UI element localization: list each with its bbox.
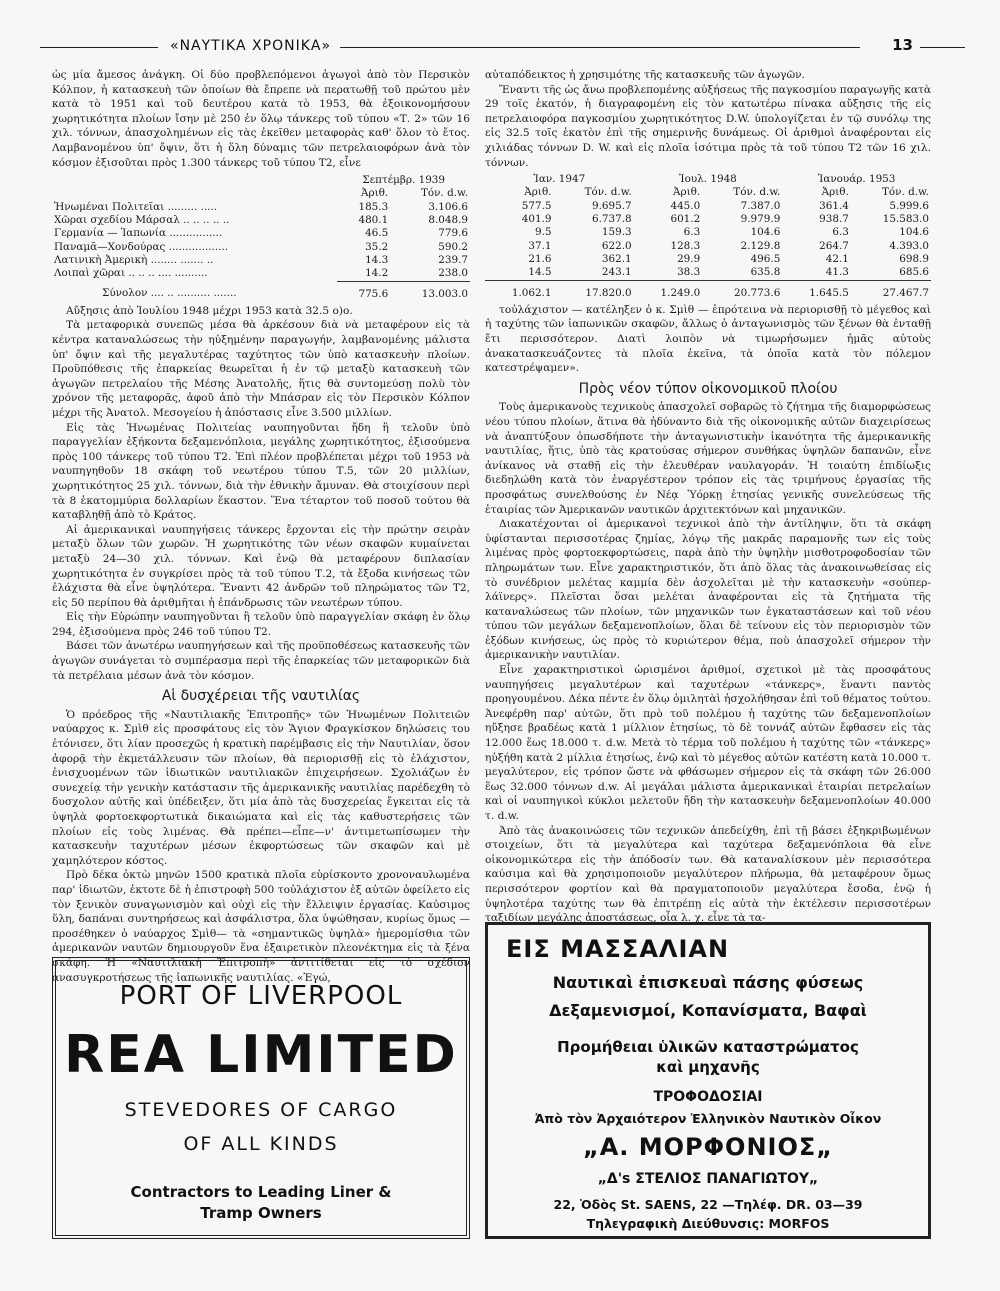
ad-service-line: Δεξαμενισμοί, Κοπανίσματα, Βαφαὶ xyxy=(549,1001,867,1020)
table-cell: 5.999.6 xyxy=(889,199,929,212)
table-date-header: Ἰουλ. 1948 xyxy=(679,173,737,186)
table-cell: 37.1 xyxy=(528,239,552,252)
table-cell: 2.129.8 xyxy=(740,239,781,252)
table-cell: 17.820.0 xyxy=(585,286,632,299)
paragraph: Ὁ πρόεδρος τῆς «Ναυτιλιακῆς Ἐπιτροπῆς» τῶν Ἡνωμένων Πολιτειῶν ναύαρχος κ. Σμὶθ εἰς προσφάτους εἰς τὸν Ἅγιον Φραγκίσκον δηλώσεις του ἐτόνισεν, ὅτι λίαν προσεχῶς ἡ κρατικὴ παρέμβασις εἰς τὴν Ναυτιλίαν, ὅσον ἀφορᾷ τὴν ἐκμετάλλευσιν τῶν πλοίων, θὰ περιορισθῇ εἰς τὸ ἐλάχιστον, ἐνισχυομένων τῶν ἰδιωτικῶν ναυτιλιακῶν ἐπιχειρήσεων. Σχολιάζων ἐν συνεχείᾳ τὴν γενικὴν κατάστασιν τῆς ἀμερικανικῆς ναυτιλίας παρέδεχθη τὸ δυσχολον αὐτῆς καὶ ὑπέδειξεν, ὅτι μία ἀπὸ τὰς δυσχερείας ἔγκειται εἰς τὰ ὑψηλὰ φορτοεκφορτωτικὰ δικαιώματα καὶ εἰς τὰς καθυστερήσεις τῶν πλοίων εἰς τοὺς λιμένας. Θὰ πρέπει—εἶπε—ν' ἀντιμετωπίσωμεν τὴν κατασκευὴν ταχυτέρων μέσων ἐκφορτώσεως τῶν σκαφῶν καὶ μὲ χαμηλότερον κόστος. xyxy=(52,708,470,867)
table-cell: 46.5 xyxy=(365,227,389,240)
table-row xyxy=(52,254,470,267)
publication-title: «ΝΑΥΤΙΚΑ ΧΡΟΝΙΚΑ» xyxy=(170,38,332,54)
ad-tagline: Contractors to Leading Liner & xyxy=(130,1183,392,1201)
table-cell: 445.0 xyxy=(670,199,701,212)
table-cell: 6.3 xyxy=(683,226,701,239)
ad-telegraph-address: Τηλεγραφικὴ Διεύθυνσις: MORFOS xyxy=(586,1216,830,1231)
table-row xyxy=(52,267,470,281)
table-cell: 775.6 xyxy=(358,287,389,300)
table-cell: 601.2 xyxy=(670,213,701,226)
table-col-header: Τόν. d.w. xyxy=(584,186,632,199)
table-cell: 41.3 xyxy=(782,266,851,280)
ad-service-line: ΤΡΟΦΟΔΟΣΙΑΙ xyxy=(653,1089,763,1105)
table-date-header: Σεπτέμβρ. 1939 xyxy=(362,174,446,187)
table-col-header: Ἀριθ. xyxy=(360,187,389,200)
table-cell: 15.583.0 xyxy=(882,213,929,226)
left-intro-paragraph: ὡς μία ἄμεσος ἀνάγκη. Οἱ δύο προβλεπόμενοι ἀγωγοὶ ἀπὸ τὸν Περσικὸν Κόλπον, ἡ κατασκευὴ τῶν ὁποίων θὰ ἔπρεπε νὰ περατωθῇ τοῦ πρώτου μὲν κατὰ τὸ 1951 καὶ τοῦ δευτέρου κατὰ τὸ 1953, θὰ ἐξοικονομήσουν χωρητικότητα πλοίων ἴσην μὲ 250 ἐν ὅλῳ τάνκερς τοῦ τύπου «Τ. 2» τῶν 16 χιλ. τόννων, ἀπασχολημένων εἰς τὰς ἐκεῖθεν μεταφορὰς καθ' ὅλον τὸ ἔτος. Λαμβανομένου ὑπ' ὄψιν, ὅτι ἡ ὅλη δύναμις τῶν πετρελαιοφόρων ἀνὰ τὸν κόσμον ἐξισοῦται πρὸς 1.300 τάνκερς τοῦ τύπου Τ2, εἶνε xyxy=(52,69,470,169)
table-row-label: Λοιπαὶ χῶραι .. .. .. .... .......... xyxy=(54,267,208,280)
ad-address: 22, Ὁδὸς St. SAENS, 22 —Τηλέφ. DR. 03—39 xyxy=(553,1197,863,1212)
table-total-label: Σύνολον .... .. .......... ....... xyxy=(102,287,237,300)
paragraph: Εἰς τὰς Ἡνωμένας Πολιτείας ναυπηγοῦνται ἤδη ἢ τελοῦν ὑπὸ παραγγελίαν ἑξήκοντα δεξαμενόπλοια, μεγάλης χωρητικότητος, ἐξισούμενα πρὸς 100 τάνκερς τοῦ τύπου Τ2. Ἐπὶ πλέον προβλέπεται μέχρι τοῦ 1953 νὰ ναυπηγηθοῦν 18 σκάφη τοῦ νεωτέρου τύπου Τ.5, τῶν 20 μιλλίων, χωρητικότητος 25 χιλ. τόννων, διὰ τὴν ἐθνικὴν ἄμυναν. Θὰ στοιχίσουν περὶ τὰ 8 ἑκατομμύρια δολλαρίων ἕκαστον. Ἕνα τέταρτον τοῦ ποσοῦ τούτου θὰ καταβληθῇ ἀπὸ τὸ Κράτος. xyxy=(52,421,470,522)
liverpool-advertisement xyxy=(52,957,470,1239)
table-cell: 779.6 xyxy=(438,227,468,240)
table-row-label: Παναμᾶ—Χονδούρας .................. xyxy=(54,240,229,253)
table-row xyxy=(485,266,931,280)
table-cell: 29.9 xyxy=(677,252,701,265)
table-header-row xyxy=(52,187,470,200)
table-cell: 9.695.7 xyxy=(591,199,632,212)
table-cell: 685.6 xyxy=(851,266,931,280)
paragraph: Τὰ μεταφορικὰ συνεπῶς μέσα θὰ ἀρκέσουν διὰ νὰ μεταφέρουν εἰς τὰ κέντρα καταναλώσεως τὴν ηὐξημένην παραγωγήν, λαμβανομένης μάλιστα ὑπ' ὄψιν καὶ τῆς μεγαλυτέρας ταχύτητος τῶν ὑπὸ κατασκευὴν πλοίων. Προϋπόθεσις τῆς ἐπαρκείας θεωρεῖται ἡ ἐν τῷ μεταξὺ κατασκευὴ τῶν ἀγωγῶν πετρελαίου τῆς Μέσης Ἀνατολῆς, ἥτις θὰ συντομεύσῃ πολὺ τὸν χρόνον τῆς μεταφορᾶς, ἀφοῦ ἀπὸ τὴν Μπάσραν εἰς τὸν Περσικὸν Κόλπον μέχρι τῆς Ἀνατολ. Μεσογείου ἡ ἀπόστασις εἶνε 3.500 μιλλίων. xyxy=(52,319,470,419)
table-cell: 21.6 xyxy=(528,252,552,265)
table-cell: 4.393.0 xyxy=(889,239,929,252)
table-cell: 38.3 xyxy=(634,266,703,280)
table-date-header: Ἰανουάρ. 1953 xyxy=(817,173,896,186)
table-cell: 104.6 xyxy=(750,226,781,239)
table-cell: 35.2 xyxy=(365,240,389,253)
table-row-label: Ἡνωμέναι Πολιτεῖαι ......... ..... xyxy=(54,200,218,213)
table-cell: 622.0 xyxy=(601,239,632,252)
table-cell: 3.106.6 xyxy=(428,200,468,213)
ad-headline: PORT OF LIVERPOOL xyxy=(119,981,403,1011)
table-cell: 14.5 xyxy=(485,266,554,280)
table-cell: 42.1 xyxy=(825,252,849,265)
table-col-header: Ἀριθ. xyxy=(672,186,701,199)
table-col-header: Τόν. d.w. xyxy=(420,187,468,200)
table-cell: 9.979.9 xyxy=(740,213,781,226)
table-row xyxy=(485,200,931,213)
table-total-row xyxy=(485,280,931,300)
right-intro-paragraph: αὐταπόδεικτος ἡ χρησιμότης τῆς κατασκευῆς τῶν ἀγωγῶν. xyxy=(485,69,805,81)
ad-tagline: Tramp Owners xyxy=(200,1204,322,1222)
table-cell: 480.1 xyxy=(358,214,389,227)
table-cell: 938.7 xyxy=(819,213,849,226)
section-heading: Πρὸς νέον τύπον οἰκονομικοῦ πλοίου xyxy=(578,380,838,397)
table-header-row xyxy=(485,186,931,199)
table-col-header: Ἀριθ. xyxy=(524,186,552,199)
marseille-advertisement xyxy=(485,922,931,1239)
paragraph: Πρὸ δέκα ὀκτὼ μηνῶν 1500 κρατικὰ πλοῖα εὑρίσκοντο χρονοναυλωμένα παρ' ἰδιωτῶν, ἐκτοτε δὲ ἡ ἐπιστροφὴ 500 τοὐλάχιστον ἐξ αὐτῶν ὀφείλετο εἰς τὸν ξενικὸν συναγωνισμὸν καὶ οὐχὶ εἰς τὴν ἔλλειψιν ἐργασίας. Καὐσιμος ὕλη, δαπάναι συντηρήσεως καὶ ἀσφάλιστρα, ὅλα ὑψώθησαν, κυρίως ὅμως —προσέθηκεν ὁ ναύαρχος Σμὶθ— τὰ «σημαντικῶς ὑψηλὰ» ἡμερομίσθια τῶν ἀμερικανῶν ναυτῶν δημιουργοῦν ἕνα ἐξαιρετικὸν πλεονέκτημα εἰς τὰ ξένα σκάφη. Ἡ «Ναυτιλιακὴ Ἐπιτροπὴ» ἀντιτίθεται εἰς τὸ σχέδιον ἀνασυγκροτήσεως τῆς ἰαπωνικῆς ναυτιλίας. «Ἐγώ, xyxy=(52,869,470,984)
table-cell: 104.6 xyxy=(899,226,929,239)
table-col-header: Τόν. d.w. xyxy=(881,186,929,199)
right-column xyxy=(485,68,931,926)
table-header-row xyxy=(485,173,931,186)
header-rule-right xyxy=(920,47,965,48)
paragraph: Τοὺς ἀμερικανοὺς τεχνικοὺς ἀπασχολεῖ σοβαρῶς τὸ ζήτημα τῆς διαμορφώσεως νέου τύπου πλοίων, ἅτινα θὰ ἠδύναντο διὰ τῆς οἰκονομικῆς αὐτῶν διαχειρίσεως νὰ ἀναπτύξουν ὁπωσδήποτε τὴν ἀνταγωνιστικὴν ἱκανότητα τῆς ἀμερικανικῆς ναυτιλίας, ἥτις, ὑπὸ τὰς κρατούσας σήμερον συνθήκας ὑψηλῶν δαπανῶν, εἶνε ἀνίκανος νὰ σταθῇ εἰς τὴν ἐλευθέραν ναυλαγοράν. Ἡ τοιαύτη ἐπιδίωξις διεδηλώθη κατὰ τὸν ἐναργέστερον τρόπον εἰς τὰς τριμήνους ἐργασίας τῆς προσφάτως συνελθούσης ἐν Νέᾳ Ὑόρκῃ ἐτησίας γενικῆς συνελεύσεως τῆς ἑταιρίας τῶν Ἀμερικανῶν ναυτικῶν ἀρχιτεκτόνων καὶ μηχανικῶν. xyxy=(485,401,931,516)
right-tonnage-table xyxy=(485,173,931,300)
table-cell: 14.3 xyxy=(365,253,389,266)
page-header xyxy=(40,38,965,58)
table-header-row xyxy=(52,174,470,187)
table-col-header: Ἀριθ. xyxy=(821,186,849,199)
table-cell: 1.249.0 xyxy=(660,286,701,299)
table-total-row xyxy=(52,281,470,301)
table-cell: 401.9 xyxy=(521,213,552,226)
table-row xyxy=(485,240,931,253)
table-cell: 6.3 xyxy=(832,226,849,239)
table-cell: 264.7 xyxy=(819,239,849,252)
ad-service-line: Ἀπὸ τὸν Ἀρχαιότερον Ἑλληνικὸν Ναυτικὸν Οἶκον xyxy=(534,1111,882,1126)
table-cell: 635.8 xyxy=(702,266,782,280)
paragraph: τοὐλάχιστον — κατέληξεν ὁ κ. Σμὶθ — ἐπρότεινα νὰ περιορισθῇ τὸ μέγεθος καὶ ἡ ταχύτης τῶν ἰαπωνικῶν σκαφῶν, ἄλλως ὁ ἀνταγωνισμὸς τῶν ξένων θὰ ἐνταθῇ ἔτι περισσότερον. Διατὶ λοιπὸν νὰ τιμωρήσωμεν ἡμᾶς αὐτοὺς ἀνακατασκευάζοντες τὰ πλοῖα ἐκεῖνα, τὰ ὁποῖα κατὰ τὸν πόλεμον κατεστρέψαμεν». xyxy=(485,303,931,375)
paragraph: Εἶνε χαρακτηριστικοὶ ὡρισμένοι ἀριθμοί, σχετικοὶ μὲ τὰς προσφάτους ναυπηγήσεις μεγαλυτέρων καὶ ταχυτέρων «τάνκερς», ἔναντι παντὸς προηγουμένου. Δέκα πέντε ἐν ὅλῳ ὁμιλητὰὶ ἠσχολήθησαν ἐπὶ τοῦ θέματος τούτου. Ἀνεφέρθη παρ' αὐτῶν, ὅτι πρὸ τοῦ πολέμου ἡ ταχύτης τῶν δεξαμενοπλοίων ηὔξησε βραδέως κατὰ 1 μίλλιον ἐτησίως, τὸ δὲ τοννάζ αὐτῶν ἔφθασεν εἰς τὰς 12.000 ἕως 18.000 τ. d.w. Μετὰ τὸ τέρμα τοῦ πολέμου ἡ ταχύτης τῶν «τάνκερς» ηὐξήθη κατὰ 2 μίλλια ἐτησίως, ἐνῷ καὶ τὸ μέγεθος αὐτῶν κατέστη κατὰ 10.000 τ. μεγαλύτερον, εἰς τρόπον ὥστε νὰ φθάσωμεν σήμερον εἰς τὰ σκάφη τῶν 26.000 ἕως 32.000 τόννων d.w. Αἱ μεγάλαι μάλιστα ἀμερικανικαὶ ἑταιρίαι πετρελαίων καὶ οἱ ναυπηγικοὶ κύκλοι μελετοῦν ἤδη τὴν κατασκευὴν δεξαμενοπλοίων 40.000 τ. d.w. xyxy=(485,664,931,823)
ad-service-line: Ναυτικαὶ ἐπισκευαὶ πάσης φύσεως xyxy=(552,973,864,992)
table-cell: 20.773.6 xyxy=(734,286,781,299)
table-cell: 14.2 xyxy=(337,267,390,281)
table-row xyxy=(485,226,931,239)
table-row xyxy=(52,214,470,227)
table-cell: 8.048.9 xyxy=(428,214,468,227)
table-cell: 239.7 xyxy=(438,253,468,266)
table-row-label: Γερμανία — Ἰαπωνία ................ xyxy=(54,227,223,240)
table-cell: 9.5 xyxy=(535,226,552,239)
table-row xyxy=(485,253,931,266)
table-cell: 128.3 xyxy=(670,239,701,252)
table-cell: 13.003.0 xyxy=(421,287,468,300)
table-row xyxy=(52,227,470,240)
paragraph: Διακατέχονται οἱ ἀμερικανοὶ τεχνικοὶ ἀπὸ τὴν ἀντίληψιν, ὅτι τὰ σκάφη ὑφίστανται περισσοτέρας ζημίας, λόγῳ τῆς μακρᾶς παραμονῆς των εἰς τοὺς λιμένας πρὸς φορτοεκφορτώσεις, παρὰ ἀπὸ τὴν ὑψηλὴν μισθοτροφοδοσίαν τῶν πληρωμάτων των. Εἶνε χαρακτηριστικόν, ὅτι ἀπὸ ὅλας τὰς ἀνακοινωθείσας εἰς τὸ συνέδριον μελέτας καμμία δὲν ἀσχολεῖται μὲ τὴν κατασκευὴν «σούπερ-λάϊνερς». Πλεῖσται ὅσαι μελέται ἀναφέρονται εἰς τὰ ζητήματα τῆς καταναλώσεως τῶν πλοίων, τῶν μηχανικῶν των ἐγκαταστάσεων καὶ τοῦ νέου τύπου τῶν μεγάλων δεξαμενοπλοίων, ὅλαι δὲ τείνουν εἰς τὸν περιορισμὸν τῶν ἐξόδων κινήσεως, ὡς πρὸς τὸ κυριώτερον θέμα, ποὺ ἀπασχολεῖ σήμερον τὴν ἀμερικανικὴν ναυτιλίαν. xyxy=(485,518,931,662)
paragraph: Εἰς τὴν Εὐρώπην ναυπηγοῦνται ἢ τελοῦν ὑπὸ παραγγελίαν σκάφη ἐν ὅλῳ 294, ἐξισούμενα πρὸς 246 τοῦ τύπου Τ2. xyxy=(52,611,470,638)
table-row-label: Λατινικὴ Ἀμερικὴ ........ ....... .. xyxy=(54,253,214,266)
section-heading: Αἱ δυσχέρειαι τῆς ναυτιλίας xyxy=(161,688,361,705)
table-cell: 185.3 xyxy=(358,200,389,213)
table-row-label: Χῶραι σχεδίου Μάρσαλ .. .. .. .. .. xyxy=(54,214,230,227)
table-cell: 27.467.7 xyxy=(882,286,929,299)
paragraph: Αἱ ἀμερικανικαὶ ναυπηγήσεις τάνκερς ἔρχονται εἰς τὴν πρώτην σειρὰν μεταξὺ ὅλων τῶν χωρῶν. Ἡ χωρητικότης τῶν νέων σκαφῶν κυμαίνεται μεταξὺ 24—30 χιλ. τόννων. Καὶ ἐνῷ θὰ μεταφέρουν διπλασίαν χωρητικότητα ἐν συγκρίσει πρὸς τὰ τοῦ τύπου Τ.2, τὰ ἔξοδα κινήσεως τῶν ἐλάχιστα θὰ εἶνε ὑψηλότερα. Ἔναντι 42 ἀνδρῶν τοῦ πληρώματος τῶν Τ2, εἰς 50 περίπου θὰ ἀριθμῆται ἡ ἐπάνδρωσις τῶν νεωτέρων τύπου. xyxy=(52,523,470,609)
paragraph: Ἀπὸ τὰς ἀνακοινώσεις τῶν τεχνικῶν ἀπεδείχθη, ἐπὶ τῇ βάσει ἐξηκριβωμένων στοιχείων, ὅτι τὰ μεγαλύτερα καὶ ταχύτερα δεξαμενόπλοια θὰ εἶνε οἰκονομικώτερα εἰς τὴν ἀπόδοσίν των. Θὰ καταναλίσκουν μὲν περισσότερα καύσιμα καὶ θὰ χρησιμοποιοῦν μεγαλύτερον πλήρωμα, θὰ μεταφέρουν ὅμως περισσότερον φορτίον καὶ θὰ πραγματοποιοῦν μεγαλύτερα ἔσοδα, ἐνῷ ἡ ὑψηλοτέρα ταχύτης των θὰ ἐπιτρέπῃ εἰς αὐτὰ τὴν ἐκτέλεσιν περισσοτέρων ταξιδίων μεγάλης ἀποστάσεως, οἷα λ. χ. εἶνε τὰ τα- xyxy=(485,824,931,925)
table-cell: 7.387.0 xyxy=(740,199,781,212)
table-date-header: Ἰαν. 1947 xyxy=(533,173,586,186)
table-cell: 238.0 xyxy=(390,267,470,281)
table-cell: 698.9 xyxy=(899,252,929,265)
paragraph: Βάσει τῶν ἀνωτέρω ναυπηγήσεων καὶ τῆς προϋποθέσεως κατασκευῆς τῶν ἀγωγῶν συνάγεται τὸ συμπέρασμα περὶ τῆς ἐπαρκείας τῶν μεταφορικῶν διὰ τὰ πετρέλαια μέσων ἀνὰ τὸν κόσμον. xyxy=(52,640,470,682)
table-cell: 1.062.1 xyxy=(511,286,552,299)
table-col-header: Τόν. d.w. xyxy=(733,186,781,199)
ad-company-name: „Α. ΜΟΡΦΟΝΙΟΣ„ xyxy=(582,1133,834,1161)
ad-headline: ΕΙΣ ΜΑΣΣΑΛΙΑΝ xyxy=(506,935,730,963)
table-cell: 496.5 xyxy=(750,252,781,265)
left-column xyxy=(52,68,470,985)
table-cell: 1.645.5 xyxy=(809,286,849,299)
left-tonnage-table xyxy=(52,174,470,301)
table-cell: 361.4 xyxy=(819,199,849,212)
page-number: 13 xyxy=(892,36,913,54)
ad-company-owner: „Δ's ΣΤΕΛΙΟΣ ΠΑΝΑΓΙΩΤΟΥ„ xyxy=(597,1171,819,1187)
table-row xyxy=(52,201,470,214)
paragraph: Ἔναντι τῆς ὡς ἄνω προβλεπομένης αὐξήσεως τῆς παγκοσμίου παραγωγῆς κατὰ 29 τοῖς ἑκατόν, ἡ διαγραφομένη εἰς τὸν κατωτέρω πίνακα αὔξησις τῆς εἰς πετρελαιοφόρα παγκοσμίου χωρητικότητος D.W. ὑπολογίζεται ἐν τῷ συνόλῳ της εἰς 32.5 τοῖς ἑκατὸν ἐπὶ τῆς σημερινῆς δυνάμεως. Οἱ ἀριθμοὶ ἀναφέρονται εἰς χιλιάδας τόννων D. W. καὶ εἰς πλοῖα ἰσότιμα πρὸς τὰ τοῦ τύπου Τ2 τῶν 16 χιλ. τόννων. xyxy=(485,83,931,169)
table-cell: 362.1 xyxy=(601,252,632,265)
ad-service-line: OF ALL KINDS xyxy=(183,1133,339,1155)
header-rule-middle xyxy=(340,47,860,48)
ad-service-line: Προμήθειαι ὑλικῶν καταστρώματος καὶ μηχανῆς xyxy=(557,1038,859,1076)
paragraph: Αὔξησις ἀπὸ Ἰουλίου 1948 μέχρι 1953 κατὰ 32.5 ο)ο. xyxy=(66,304,353,317)
ad-service-line: STEVEDORES OF CARGO xyxy=(124,1099,398,1121)
table-cell: 590.2 xyxy=(438,240,468,253)
table-cell: 159.3 xyxy=(601,226,632,239)
ad-company-name: REA LIMITED xyxy=(64,1025,458,1085)
table-row xyxy=(52,241,470,254)
table-cell: 6.737.8 xyxy=(591,213,632,226)
table-cell: 243.1 xyxy=(554,266,634,280)
table-cell: 577.5 xyxy=(521,199,552,212)
table-row xyxy=(485,213,931,226)
header-rule-left xyxy=(40,47,158,48)
